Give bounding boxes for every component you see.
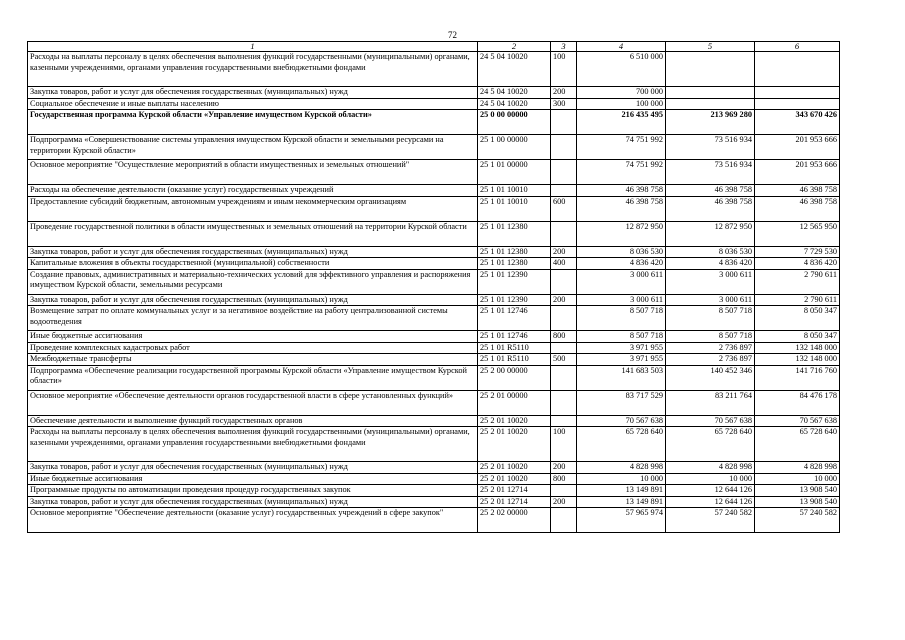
row-value-col6: 8 050 347 bbox=[755, 306, 840, 331]
row-value-col4: 4 836 420 bbox=[577, 258, 666, 270]
row-value-col6: 201 953 666 bbox=[755, 135, 840, 160]
row-name: Закупка товаров, работ и услуг для обеспечения государственных (муниципальных) нужд bbox=[28, 496, 478, 508]
row-value-col4: 12 872 950 bbox=[577, 221, 666, 246]
row-name: Обеспечение деятельности и выполнение функций государственных органов bbox=[28, 415, 478, 427]
row-vr bbox=[551, 135, 577, 160]
row-name: Основное мероприятие «Обеспечение деятельности органов государственной власти в сфере установленных функций» bbox=[28, 390, 478, 415]
table-row bbox=[28, 508, 840, 533]
row-vr: 100 bbox=[551, 52, 577, 87]
row-code: 25 2 01 10020 bbox=[478, 473, 551, 485]
row-value-col4: 141 683 503 bbox=[577, 365, 666, 390]
row-value-col6: 7 729 530 bbox=[755, 246, 840, 258]
row-value-col6: 13 908 540 bbox=[755, 485, 840, 497]
row-value-col4: 46 398 758 bbox=[577, 196, 666, 221]
row-code: 24 5 04 10020 bbox=[478, 87, 551, 99]
table-row bbox=[28, 365, 840, 390]
row-value-col6: 12 565 950 bbox=[755, 221, 840, 246]
row-code: 25 1 01 00000 bbox=[478, 160, 551, 185]
row-value-col5: 46 398 758 bbox=[666, 185, 755, 197]
row-value-col4: 700 000 bbox=[577, 87, 666, 99]
row-value-col4: 83 717 529 bbox=[577, 390, 666, 415]
row-value-col4: 74 751 992 bbox=[577, 135, 666, 160]
row-value-col5: 65 728 640 bbox=[666, 427, 755, 462]
row-code: 25 2 01 10020 bbox=[478, 427, 551, 462]
row-vr bbox=[551, 485, 577, 497]
row-name: Программные продукты по автоматизации проведения процедур государственных закупок bbox=[28, 485, 478, 497]
row-value-col5 bbox=[666, 87, 755, 99]
row-name: Создание правовых, административных и материально-технических условий для эффективного управления и распоряжения имуществом Курской области, земельными ресурсами bbox=[28, 269, 478, 294]
row-value-col5 bbox=[666, 52, 755, 87]
row-vr bbox=[551, 221, 577, 246]
row-value-col4: 6 510 000 bbox=[577, 52, 666, 87]
table-row bbox=[28, 52, 840, 87]
row-name: Подпрограмма «Обеспечение реализации государственной программы Курской области «Управление имуществом Курской области» bbox=[28, 365, 478, 390]
table-row bbox=[28, 110, 840, 135]
table-row bbox=[28, 473, 840, 485]
row-value-col6: 132 148 000 bbox=[755, 342, 840, 354]
row-vr bbox=[551, 365, 577, 390]
table-row bbox=[28, 294, 840, 306]
row-vr bbox=[551, 110, 577, 135]
table-row bbox=[28, 246, 840, 258]
row-value-col6 bbox=[755, 87, 840, 99]
row-vr bbox=[551, 508, 577, 533]
row-value-col4: 13 149 891 bbox=[577, 485, 666, 497]
row-value-col6: 132 148 000 bbox=[755, 354, 840, 366]
row-name: Межбюджетные трансферты bbox=[28, 354, 478, 366]
row-name: Иные бюджетные ассигнования bbox=[28, 473, 478, 485]
row-vr bbox=[551, 306, 577, 331]
page-number: 72 bbox=[448, 30, 457, 40]
table-row bbox=[28, 462, 840, 474]
table-row bbox=[28, 196, 840, 221]
row-value-col4: 65 728 640 bbox=[577, 427, 666, 462]
row-value-col5: 4 836 420 bbox=[666, 258, 755, 270]
row-code: 25 2 01 12714 bbox=[478, 496, 551, 508]
row-name: Проведение комплексных кадастровых работ bbox=[28, 342, 478, 354]
row-value-col6: 2 790 611 bbox=[755, 269, 840, 294]
row-value-col6: 57 240 582 bbox=[755, 508, 840, 533]
column-header: 1 bbox=[28, 42, 478, 52]
row-value-col5: 73 516 934 bbox=[666, 160, 755, 185]
row-value-col5: 10 000 bbox=[666, 473, 755, 485]
row-code: 25 1 01 R5110 bbox=[478, 342, 551, 354]
row-name: Расходы на обеспечение деятельности (оказание услуг) государственных учреждений bbox=[28, 185, 478, 197]
row-value-col5: 213 969 280 bbox=[666, 110, 755, 135]
row-name: Закупка товаров, работ и услуг для обеспечения государственных (муниципальных) нужд bbox=[28, 87, 478, 99]
row-value-col5: 70 567 638 bbox=[666, 415, 755, 427]
row-code: 25 1 01 12746 bbox=[478, 331, 551, 343]
table-row bbox=[28, 427, 840, 462]
row-value-col5: 3 000 611 bbox=[666, 294, 755, 306]
row-value-col6: 141 716 760 bbox=[755, 365, 840, 390]
row-vr: 500 bbox=[551, 354, 577, 366]
row-value-col6: 343 670 426 bbox=[755, 110, 840, 135]
row-name: Подпрограмма «Совершенствование системы управления имуществом Курской области и земельными ресурсами на территории Курской области» bbox=[28, 135, 478, 160]
column-header: 6 bbox=[755, 42, 840, 52]
table-row bbox=[28, 496, 840, 508]
row-code: 25 1 01 12746 bbox=[478, 306, 551, 331]
row-value-col6: 10 000 bbox=[755, 473, 840, 485]
row-code: 25 2 01 10020 bbox=[478, 462, 551, 474]
row-vr: 200 bbox=[551, 294, 577, 306]
row-value-col5: 140 452 346 bbox=[666, 365, 755, 390]
table-row bbox=[28, 160, 840, 185]
table-row bbox=[28, 269, 840, 294]
row-value-col5 bbox=[666, 98, 755, 110]
row-code: 25 1 01 12380 bbox=[478, 246, 551, 258]
row-value-col5: 4 828 998 bbox=[666, 462, 755, 474]
table-row bbox=[28, 221, 840, 246]
row-value-col4: 8 507 718 bbox=[577, 306, 666, 331]
row-value-col6: 65 728 640 bbox=[755, 427, 840, 462]
table-row bbox=[28, 485, 840, 497]
row-vr bbox=[551, 160, 577, 185]
row-value-col4: 74 751 992 bbox=[577, 160, 666, 185]
row-value-col6: 70 567 638 bbox=[755, 415, 840, 427]
row-name: Возмещение затрат по оплате коммунальных услуг и за негативное воздействие на работу централизованной системы водоотведения bbox=[28, 306, 478, 331]
row-code: 25 2 00 00000 bbox=[478, 365, 551, 390]
row-vr: 800 bbox=[551, 331, 577, 343]
table-row bbox=[28, 415, 840, 427]
table-row bbox=[28, 98, 840, 110]
row-value-col5: 12 872 950 bbox=[666, 221, 755, 246]
row-vr bbox=[551, 390, 577, 415]
row-value-col6: 84 476 178 bbox=[755, 390, 840, 415]
table-row bbox=[28, 331, 840, 343]
row-code: 25 1 01 10010 bbox=[478, 185, 551, 197]
column-header: 3 bbox=[551, 42, 577, 52]
table-header-row bbox=[28, 42, 840, 52]
row-value-col4: 70 567 638 bbox=[577, 415, 666, 427]
row-value-col5: 12 644 126 bbox=[666, 485, 755, 497]
column-header: 4 bbox=[577, 42, 666, 52]
row-name: Расходы на выплаты персоналу в целях обеспечения выполнения функций государственными (муниципальными) органами, казенными учреждениями, органами управления государственными внебюджетными фондами bbox=[28, 52, 478, 87]
row-value-col4: 3 971 955 bbox=[577, 342, 666, 354]
column-header: 5 bbox=[666, 42, 755, 52]
table-row bbox=[28, 390, 840, 415]
row-code: 25 1 00 00000 bbox=[478, 135, 551, 160]
row-name: Иные бюджетные ассигнования bbox=[28, 331, 478, 343]
budget-table bbox=[27, 41, 840, 533]
row-value-col5: 8 507 718 bbox=[666, 331, 755, 343]
row-value-col6: 46 398 758 bbox=[755, 196, 840, 221]
row-name: Расходы на выплаты персоналу в целях обеспечения выполнения функций государственными (муниципальными) органами, казенными учреждениями, органами управления государственными внебюджетными фондами bbox=[28, 427, 478, 462]
row-name: Капитальные вложения в объекты государственной (муниципальной) собственности bbox=[28, 258, 478, 270]
row-vr: 400 bbox=[551, 258, 577, 270]
row-value-col5: 2 736 897 bbox=[666, 354, 755, 366]
row-code: 25 1 01 12380 bbox=[478, 258, 551, 270]
row-code: 25 1 01 12380 bbox=[478, 221, 551, 246]
row-code: 24 5 04 10020 bbox=[478, 52, 551, 87]
table-row bbox=[28, 87, 840, 99]
row-value-col6: 201 953 666 bbox=[755, 160, 840, 185]
row-value-col4: 13 149 891 bbox=[577, 496, 666, 508]
row-value-col5: 57 240 582 bbox=[666, 508, 755, 533]
row-name: Закупка товаров, работ и услуг для обеспечения государственных (муниципальных) нужд bbox=[28, 246, 478, 258]
row-value-col6: 46 398 758 bbox=[755, 185, 840, 197]
table-row bbox=[28, 306, 840, 331]
row-value-col5: 73 516 934 bbox=[666, 135, 755, 160]
row-value-col6: 4 828 998 bbox=[755, 462, 840, 474]
row-value-col5: 46 398 758 bbox=[666, 196, 755, 221]
row-vr: 200 bbox=[551, 246, 577, 258]
row-value-col4: 3 000 611 bbox=[577, 294, 666, 306]
row-vr: 200 bbox=[551, 496, 577, 508]
row-code: 25 1 01 10010 bbox=[478, 196, 551, 221]
row-name: Социальное обеспечение и иные выплаты населению bbox=[28, 98, 478, 110]
row-vr: 200 bbox=[551, 462, 577, 474]
row-code: 25 2 01 00000 bbox=[478, 390, 551, 415]
row-value-col6: 13 908 540 bbox=[755, 496, 840, 508]
row-vr bbox=[551, 415, 577, 427]
row-code: 24 5 04 10020 bbox=[478, 98, 551, 110]
row-value-col6: 2 790 611 bbox=[755, 294, 840, 306]
table-row bbox=[28, 135, 840, 160]
row-value-col5: 2 736 897 bbox=[666, 342, 755, 354]
table-row bbox=[28, 354, 840, 366]
row-code: 25 2 02 00000 bbox=[478, 508, 551, 533]
row-value-col5: 3 000 611 bbox=[666, 269, 755, 294]
row-vr: 100 bbox=[551, 427, 577, 462]
row-value-col4: 100 000 bbox=[577, 98, 666, 110]
row-vr bbox=[551, 269, 577, 294]
row-vr: 600 bbox=[551, 196, 577, 221]
row-name: Государственная программа Курской области «Управление имуществом Курской области» bbox=[28, 110, 478, 135]
row-name: Проведение государственной политики в области имущественных и земельных отношений на территории Курской области bbox=[28, 221, 478, 246]
row-value-col6: 4 836 420 bbox=[755, 258, 840, 270]
table-row bbox=[28, 342, 840, 354]
row-value-col4: 10 000 bbox=[577, 473, 666, 485]
row-value-col4: 8 036 530 bbox=[577, 246, 666, 258]
row-value-col5: 8 507 718 bbox=[666, 306, 755, 331]
row-value-col6: 8 050 347 bbox=[755, 331, 840, 343]
row-name: Закупка товаров, работ и услуг для обеспечения государственных (муниципальных) нужд bbox=[28, 462, 478, 474]
row-name: Предоставление субсидий бюджетным, автономным учреждениям и иным некоммерческим организациям bbox=[28, 196, 478, 221]
row-name: Закупка товаров, работ и услуг для обеспечения государственных (муниципальных) нужд bbox=[28, 294, 478, 306]
row-value-col4: 8 507 718 bbox=[577, 331, 666, 343]
row-value-col6 bbox=[755, 98, 840, 110]
row-vr: 800 bbox=[551, 473, 577, 485]
row-vr bbox=[551, 185, 577, 197]
row-value-col4: 57 965 974 bbox=[577, 508, 666, 533]
row-code: 25 1 01 12390 bbox=[478, 269, 551, 294]
row-code: 25 1 01 12390 bbox=[478, 294, 551, 306]
row-code: 25 0 00 00000 bbox=[478, 110, 551, 135]
row-name: Основное мероприятие "Обеспечение деятельности (оказание услуг) государственных учреждений в сфере закупок" bbox=[28, 508, 478, 533]
row-value-col4: 216 435 495 bbox=[577, 110, 666, 135]
table-row bbox=[28, 185, 840, 197]
row-value-col5: 83 211 764 bbox=[666, 390, 755, 415]
row-value-col6 bbox=[755, 52, 840, 87]
row-value-col4: 3 000 611 bbox=[577, 269, 666, 294]
row-value-col5: 8 036 530 bbox=[666, 246, 755, 258]
row-value-col4: 3 971 955 bbox=[577, 354, 666, 366]
row-code: 25 2 01 12714 bbox=[478, 485, 551, 497]
row-value-col5: 12 644 126 bbox=[666, 496, 755, 508]
column-header: 2 bbox=[478, 42, 551, 52]
row-vr: 200 bbox=[551, 87, 577, 99]
row-value-col4: 4 828 998 bbox=[577, 462, 666, 474]
row-vr: 300 bbox=[551, 98, 577, 110]
row-code: 25 2 01 10020 bbox=[478, 415, 551, 427]
row-vr bbox=[551, 342, 577, 354]
row-value-col4: 46 398 758 bbox=[577, 185, 666, 197]
table-row bbox=[28, 258, 840, 270]
row-name: Основное мероприятие "Осуществление мероприятий в области имущественных и земельных отношений" bbox=[28, 160, 478, 185]
row-code: 25 1 01 R5110 bbox=[478, 354, 551, 366]
